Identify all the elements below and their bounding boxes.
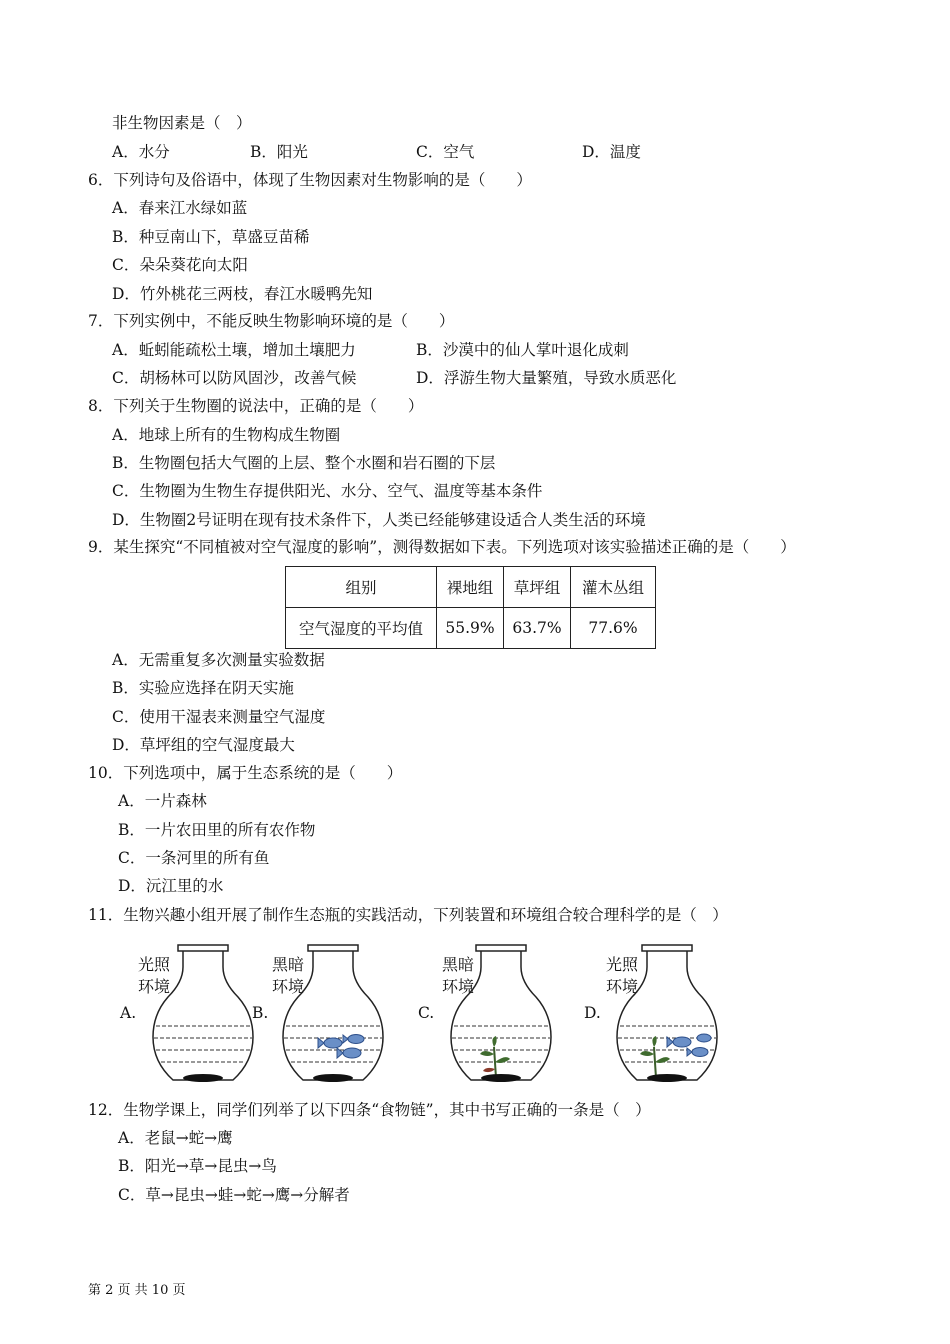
question-11-stem: 11．生物兴趣小组开展了制作生态瓶的实践活动，下列装置和环境组合较合理科学的是（ ） [88, 906, 728, 924]
q8-option-d: D．生物圈2号证明在现有技术条件下，人类已经能够建设适合人类生活的环境 [112, 511, 646, 529]
table-cell-shrub: 77.6% [571, 608, 656, 649]
q7-option-b: B．沙漠中的仙人掌叶退化成刺 [416, 341, 629, 359]
q10-option-d: D．沅江里的水 [118, 877, 224, 895]
q8-option-a: A．地球上所有的生物构成生物圈 [112, 426, 341, 444]
q6-option-b: B．种豆南山下，草盛豆苗稀 [112, 228, 310, 246]
q11-option-a-env-line2: 环境 [138, 977, 171, 996]
question-8-stem: 8．下列关于生物圈的说法中，正确的是（ ） [88, 397, 424, 415]
q10-option-b: B．一片农田里的所有农作物 [118, 821, 316, 839]
q11-option-d-letter: D. [584, 1004, 601, 1022]
q6-option-d: D．竹外桃花三两枝，春江水暖鸭先知 [112, 285, 373, 303]
question-10-stem: 10．下列选项中，属于生态系统的是（ ） [88, 764, 403, 782]
table-row-label: 空气湿度的平均值 [286, 608, 437, 649]
q11-option-b-env-line2: 环境 [272, 977, 305, 996]
q7-option-a: A．蚯蚓能疏松土壤，增加土壤肥力 [112, 341, 356, 359]
table-row [286, 608, 656, 649]
q8-option-c: C．生物圈为生物生存提供阳光、水分、空气、温度等基本条件 [112, 482, 543, 500]
table-header-group: 组别 [286, 567, 437, 608]
humidity-data-table [285, 566, 656, 649]
question-7-stem: 7．下列实例中，不能反映生物影响环境的是（ ） [88, 312, 455, 330]
fish-icon [667, 1034, 711, 1057]
q9-option-b: B．实验应选择在阴天实施 [112, 679, 294, 697]
q11-option-a-env-line1: 光照 [138, 955, 171, 974]
water-plant-icon [480, 1036, 510, 1078]
q5-option-a: A．水分 [112, 143, 170, 161]
question-5-stem-continuation: 非生物因素是（ ） [112, 114, 252, 132]
q11-option-b-env-line1: 黑暗 [272, 955, 305, 974]
q5-option-c: C．空气 [416, 143, 475, 161]
q11-option-c-env-line2: 环境 [442, 977, 475, 996]
q11-option-b-letter: B. [252, 1004, 269, 1022]
ecobottle-b-illustration [278, 942, 388, 1087]
table-header-bare-ground: 裸地组 [437, 567, 504, 608]
q11-option-d-env-line2: 环境 [606, 977, 639, 996]
table-header-shrub: 灌木丛组 [571, 567, 656, 608]
q6-option-c: C．朵朵葵花向太阳 [112, 256, 248, 274]
q11-option-d-env-line1: 光照 [606, 955, 639, 974]
question-6-stem: 6．下列诗句及俗语中，体现了生物因素对生物影响的是（ ） [88, 171, 532, 189]
table-header-lawn: 草坪组 [504, 567, 571, 608]
q12-option-b: B．阳光→草→昆虫→鸟 [118, 1157, 277, 1175]
q7-option-d: D．浮游生物大量繁殖，导致水质恶化 [416, 369, 677, 387]
page-number-footer: 第 2 页 共 10 页 [88, 1283, 186, 1298]
q11-option-c-env-line1: 黑暗 [442, 955, 475, 974]
q9-option-c: C．使用干湿表来测量空气湿度 [112, 708, 326, 726]
q9-option-a: A．无需重复多次测量实验数据 [112, 651, 325, 669]
q8-option-b: B．生物圈包括大气圈的上层、整个水圈和岩石圈的下层 [112, 454, 496, 472]
q7-option-c: C．胡杨林可以防风固沙，改善气候 [112, 369, 357, 387]
question-9-stem: 9．某生探究“不同植被对空气湿度的影响”，测得数据如下表。下列选项对该实验描述正确的是（ ） [88, 538, 796, 556]
q12-option-c: C．草→昆虫→蛙→蛇→鹰→分解者 [118, 1186, 350, 1204]
table-header-row [286, 567, 656, 608]
ecobottle-c-illustration [446, 942, 556, 1087]
q12-option-a: A．老鼠→蛇→鹰 [118, 1129, 233, 1147]
q5-option-b: B．阳光 [250, 143, 308, 161]
q5-option-d: D．温度 [582, 143, 641, 161]
q11-option-c-letter: C. [418, 1004, 435, 1022]
q6-option-a: A．春来江水绿如蓝 [112, 199, 248, 217]
table-cell-bare-ground: 55.9% [437, 608, 504, 649]
q10-option-a: A．一片森林 [118, 792, 207, 810]
ecobottle-a-illustration [148, 942, 258, 1087]
q9-option-d: D．草坪组的空气湿度最大 [112, 736, 295, 754]
question-12-stem: 12．生物学课上，同学们列举了以下四条“食物链”，其中书写正确的一条是（ ） [88, 1101, 651, 1119]
ecobottle-d-illustration [612, 942, 722, 1087]
q11-option-a-letter: A. [120, 1004, 137, 1022]
table-cell-lawn: 63.7% [504, 608, 571, 649]
q10-option-c: C．一条河里的所有鱼 [118, 849, 270, 867]
water-plant-icon [640, 1036, 670, 1078]
